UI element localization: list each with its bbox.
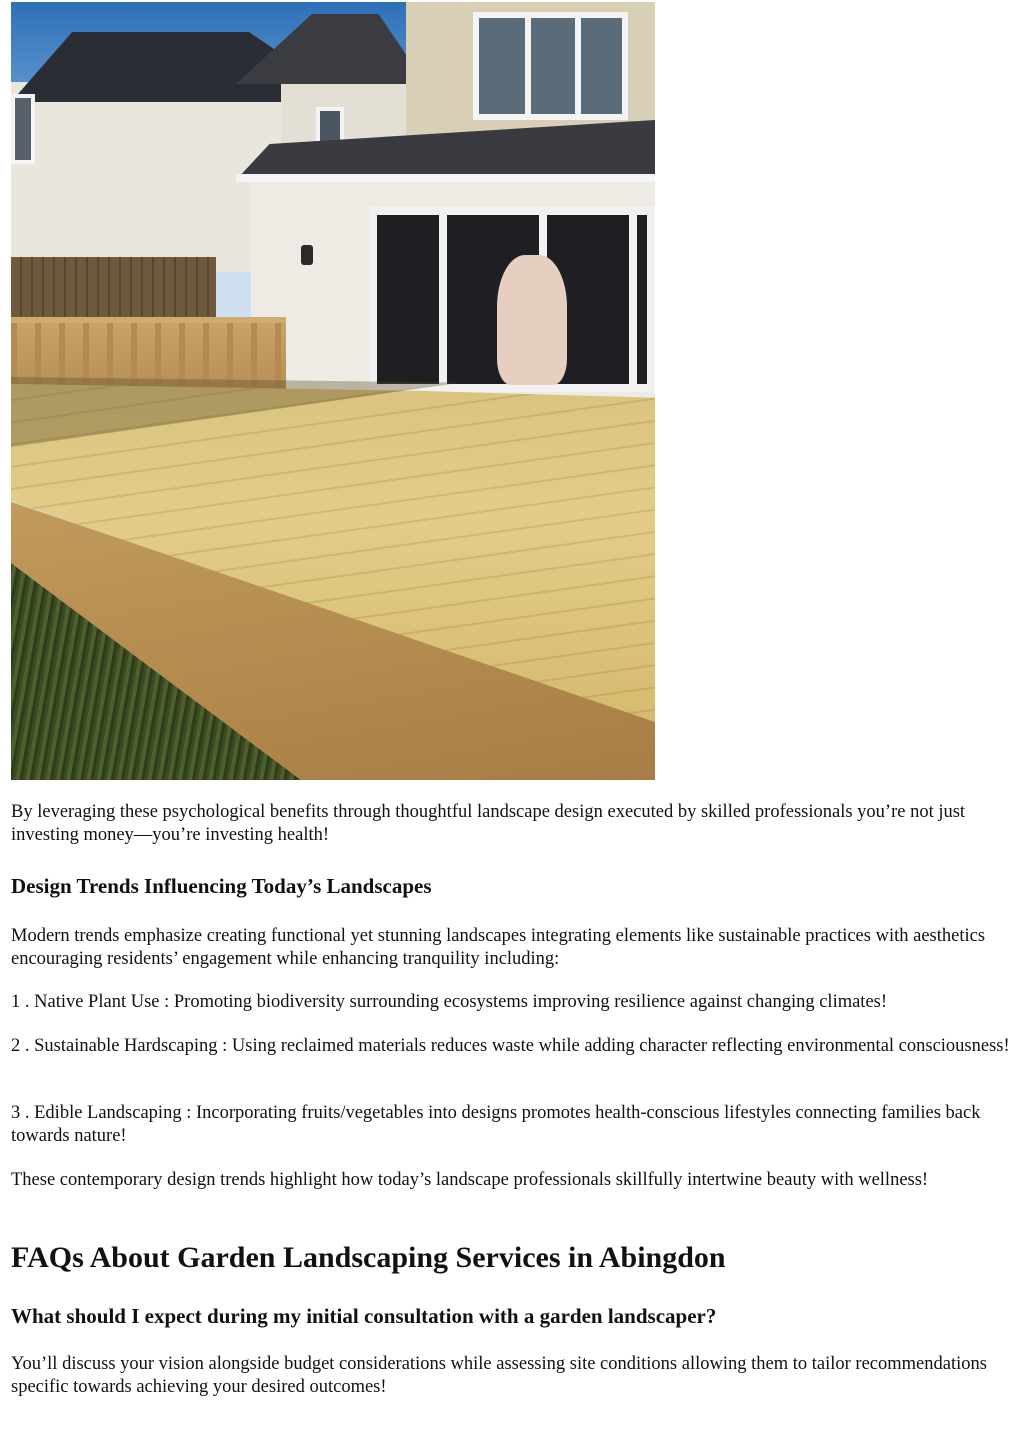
trends-closing: These contemporary design trends highlight how today’s landscape professionals skillfully intertwine beauty with wellness!: [11, 1170, 929, 1190]
faq-question: What should I expect during my initial consultation with a garden landscaper?: [11, 1304, 717, 1328]
upper-window: [473, 12, 628, 120]
trends-heading: Design Trends Influencing Today’s Landscapes: [11, 874, 432, 898]
trend-item-1: 1 . Native Plant Use : Promoting biodiversity surrounding ecosystems improving resilience against changing climates!: [11, 992, 888, 1012]
trend-item-2: 2 . Sustainable Hardscaping : Using reclaimed materials reduces waste while adding character reflecting environmental consciousness!: [11, 1036, 1010, 1056]
faq-answer: You’ll discuss your vision alongside budget considerations while assessing site conditions allowing them to tailor recommendations specific towards achieving your desired outcomes!: [11, 1354, 987, 1397]
wall-lamp: [301, 245, 313, 265]
gutter: [236, 174, 655, 182]
deck-photo: [11, 2, 655, 780]
inflatable-dinosaur: [497, 255, 567, 385]
bifold-doors: [369, 207, 655, 392]
railing-top: [11, 317, 286, 323]
trend-item-3: 3 . Edible Landscaping : Incorporating fruits/vegetables into designs promotes health-conscious lifestyles connecting families back towards nature!: [11, 1103, 981, 1146]
intro-paragraph: By leveraging these psychological benefits through thoughtful landscape design executed by skilled professionals you’re not just investing money—you’re investing health!: [11, 802, 966, 845]
trends-intro: Modern trends emphasize creating functional yet stunning landscapes integrating elements like sustainable practices with aesthetics encouraging residents’ engagement while enhancing tranquility including:: [11, 926, 986, 969]
faqs-heading: FAQs About Garden Landscaping Services in Abingdon: [11, 1241, 726, 1274]
side-window: [11, 94, 35, 164]
